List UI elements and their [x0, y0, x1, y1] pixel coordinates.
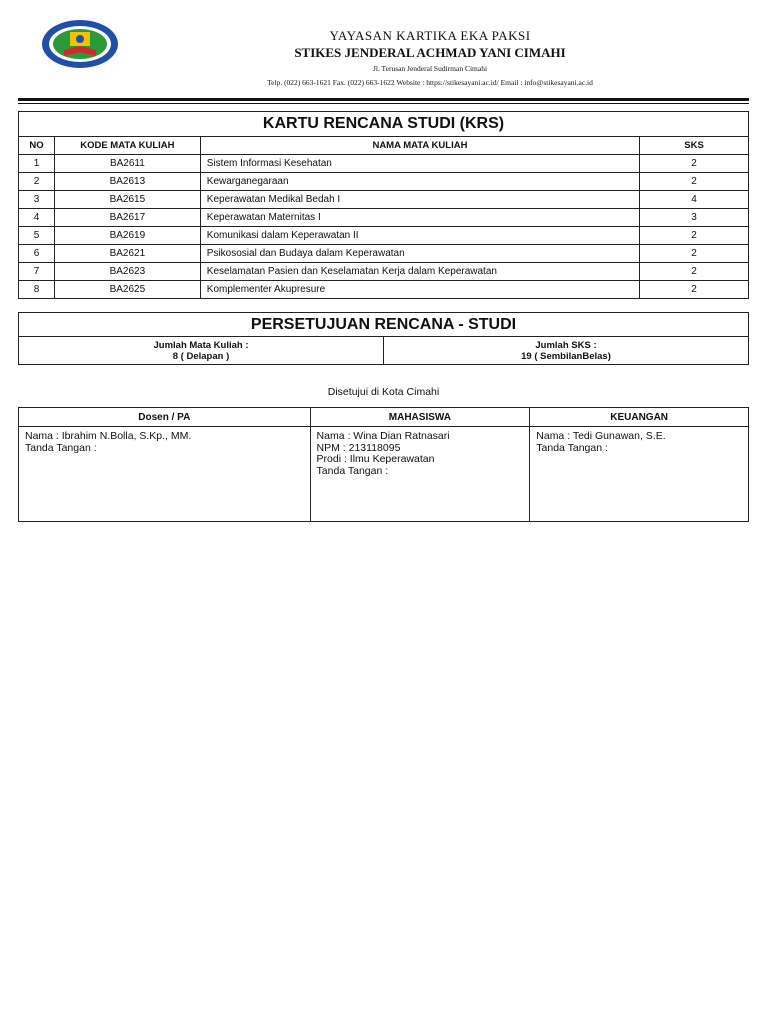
- finance-name: Nama : Tedi Gunawan, S.E.: [536, 430, 666, 442]
- row-name: Keselamatan Pasien dan Keselamatan Kerja dalam Keperawatan: [200, 263, 639, 281]
- col-finance: KEUANGAN: [530, 408, 749, 427]
- row-name: Psikososial dan Budaya dalam Keperawatan: [200, 245, 639, 263]
- col-student: MAHASISWA: [310, 408, 530, 427]
- krs-title: KARTU RENCANA STUDI (KRS): [19, 112, 749, 137]
- letterhead-rule-thick: [18, 98, 749, 101]
- lecturer-name: Nama : Ibrahim N.Bolla, S.Kp., MM.: [25, 430, 192, 442]
- row-code: BA2619: [54, 227, 200, 245]
- row-no: 1: [19, 155, 55, 173]
- col-no: NO: [19, 137, 55, 155]
- row-no: 3: [19, 191, 55, 209]
- table-row: [19, 209, 749, 227]
- col-code: KODE MATA KULIAH: [54, 137, 200, 155]
- approval-place: Disetujui di Kota Cimahi: [327, 386, 440, 398]
- total-sks-cell: [384, 337, 749, 365]
- student-prodi: Prodi : Ilmu Keperawatan: [316, 453, 435, 465]
- approval-table: [18, 312, 749, 365]
- row-code: BA2625: [54, 281, 200, 299]
- row-no: 8: [19, 281, 55, 299]
- row-name: Kewarganegaraan: [200, 173, 639, 191]
- student-name: Nama : Wina Dian Ratnasari: [316, 430, 450, 442]
- total-sks-label: Jumlah SKS :: [535, 339, 597, 351]
- table-row: [19, 245, 749, 263]
- table-row: [19, 263, 749, 281]
- row-no: 6: [19, 245, 55, 263]
- lecturer-signature-label: Tanda Tangan :: [25, 441, 97, 454]
- table-row: [19, 191, 749, 209]
- row-no: 5: [19, 227, 55, 245]
- letterhead-rule-thin: [18, 103, 749, 104]
- approval-title: PERSETUJUAN RENCANA - STUDI: [19, 313, 749, 337]
- row-no: 2: [19, 173, 55, 191]
- row-sks: 2: [640, 155, 749, 173]
- lecturer-signature-cell: [19, 427, 311, 522]
- col-lecturer: Dosen / PA: [19, 408, 311, 427]
- row-code: BA2613: [54, 173, 200, 191]
- row-sks: 2: [640, 281, 749, 299]
- signature-table: [18, 407, 749, 522]
- institution-contact: Telp. (022) 663-1621 Fax. (022) 663-1622 Website : https://stikesayani.ac.id/ Email : info@stikesayani.ac.id: [267, 78, 593, 87]
- row-code: BA2615: [54, 191, 200, 209]
- row-sks: 2: [640, 245, 749, 263]
- row-sks: 2: [640, 227, 749, 245]
- krs-table: [18, 111, 749, 299]
- student-signature-cell: [310, 427, 530, 522]
- table-row: [19, 173, 749, 191]
- foundation-name: YAYASAN KARTIKA EKA PAKSI: [329, 28, 531, 43]
- row-sks: 2: [640, 173, 749, 191]
- row-code: BA2611: [54, 155, 200, 173]
- row-name: Komplementer Akupresure: [200, 281, 639, 299]
- row-name: Komunikasi dalam Keperawatan II: [200, 227, 639, 245]
- col-name: NAMA MATA KULIAH: [200, 137, 639, 155]
- institution-address: Jl. Terusan Jenderal Sudirman Cimahi: [372, 64, 488, 73]
- row-code: BA2623: [54, 263, 200, 281]
- total-courses-label: Jumlah Mata Kuliah :: [153, 339, 249, 351]
- row-name: Keperawatan Medikal Bedah I: [200, 191, 639, 209]
- row-no: 4: [19, 209, 55, 227]
- table-row: [19, 227, 749, 245]
- total-courses-cell: [19, 337, 384, 365]
- student-signature-label: Tanda Tangan :: [316, 464, 389, 477]
- total-sks-value: 19 ( SembilanBelas): [521, 350, 611, 362]
- letterhead: [130, 28, 730, 88]
- row-sks: 3: [640, 209, 749, 227]
- row-code: BA2617: [54, 209, 200, 227]
- col-sks: SKS: [640, 137, 749, 155]
- table-row: [19, 281, 749, 299]
- finance-signature-label: Tanda Tangan :: [536, 441, 608, 454]
- row-no: 7: [19, 263, 55, 281]
- institution-name: STIKES JENDERAL ACHMAD YANI CIMAHI: [294, 45, 566, 60]
- institution-seal-icon: [40, 18, 120, 70]
- row-code: BA2621: [54, 245, 200, 263]
- row-name: Keperawatan Maternitas I: [200, 209, 639, 227]
- student-npm: NPM : 213118095: [316, 441, 401, 454]
- finance-signature-cell: [530, 427, 749, 522]
- row-sks: 2: [640, 263, 749, 281]
- row-name: Sistem Informasi Kesehatan: [200, 155, 639, 173]
- table-row: [19, 155, 749, 173]
- row-sks: 4: [640, 191, 749, 209]
- total-courses-value: 8 ( Delapan ): [172, 350, 230, 362]
